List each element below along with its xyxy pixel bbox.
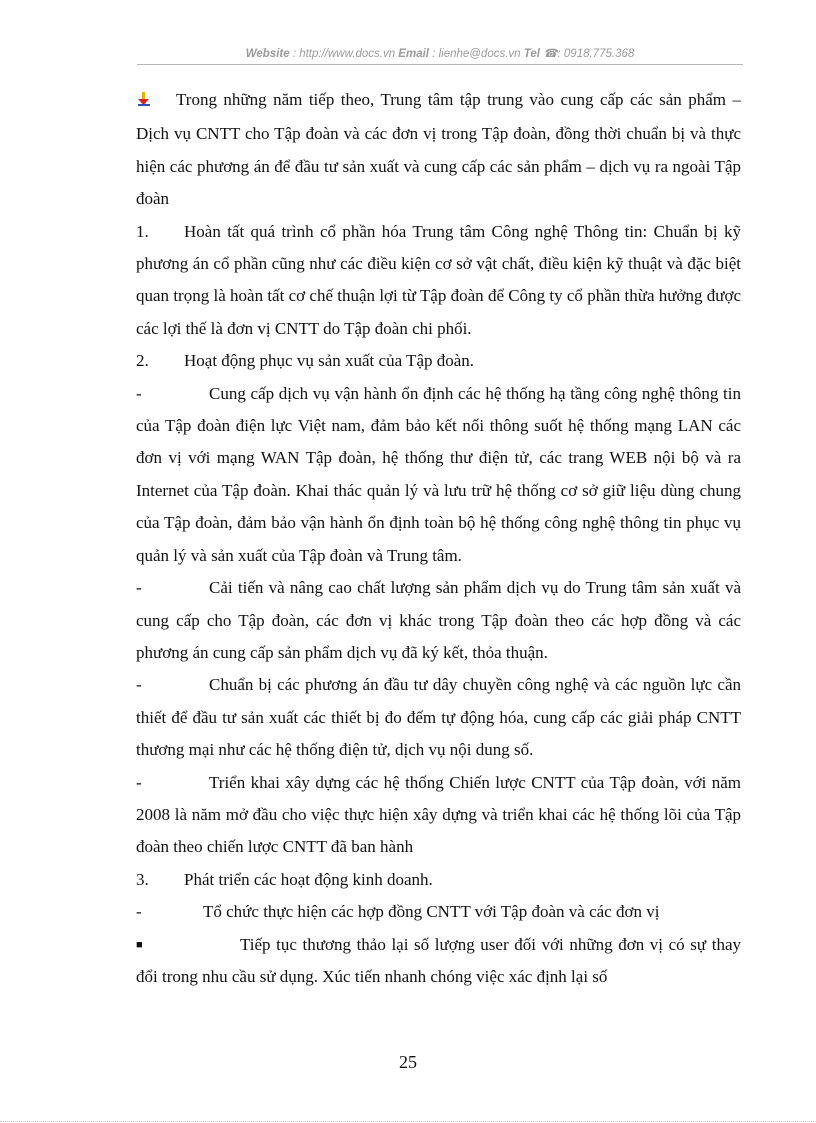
email-value: lienhe@docs.vn	[438, 48, 521, 60]
intro-paragraph: Trong những năm tiếp theo, Trung tâm tập trung vào cung cấp các sản phẩm – Dịch vụ CNTT cho Tập đoàn và các đơn vị trong Tập đoàn, đồng thời chuẩn bị và thực hiện các phương án để đầu tư sản xuất và cung cấp các sản phẩm – dịch vụ ra ngoài Tập đoàn	[136, 84, 741, 216]
phone-icon: ☎	[543, 48, 558, 60]
square-bullet-icon: ■	[136, 938, 143, 951]
dash-item-4: - Triển khai xây dựng các hệ thống Chiến lược CNTT của Tập đoàn, với năm 2008 là năm mở đầu cho việc thực hiện xây dựng và triển khai các hệ thống lõi của Tập đoàn theo chiến lược CNTT đã ban hành	[136, 772, 741, 857]
header-divider	[137, 64, 743, 65]
page-header: Website : http://www.docs.vn Email : lienhe@docs.vn Tel ☎: 0918.775.368	[245, 48, 635, 60]
page-number: 25	[399, 1052, 417, 1072]
dash-item-3: - Chuẩn bị các phương án đầu tư dây chuyền công nghệ và các nguồn lực cần thiết để đầu tư sản xuất các thiết bị đo đếm tự động hóa, cung cấp các giải pháp CNTT thương mại như các hệ thống điện tử, dịch vụ nội dung số.	[136, 675, 741, 760]
page-bottom-border	[0, 1121, 816, 1122]
email-label: Email	[398, 48, 429, 60]
dash-item-5: - Tổ chức thực hiện các hợp đồng CNTT với Tập đoàn và các đơn vị	[136, 902, 660, 922]
tel-value: 0918.775.368	[563, 48, 635, 60]
list-item-1: 1. Hoàn tất quá trình cổ phần hóa Trung tâm Công nghệ Thông tin: Chuẩn bị kỹ phương án cổ phần cũng như các điều kiện cơ sở vật chất, điều kiện kỹ thuật và đặc biệt quan trọng là hoàn tất cơ chế thuận lợi từ Tập đoàn để Công ty cổ phần thừa hưởng được các lợi thế là đơn vị CNTT do Tập đoàn chi phối.	[136, 221, 741, 338]
document-body	[136, 84, 741, 993]
list-item-2: 2. Hoạt động phục vụ sản xuất của Tập đoàn.	[136, 351, 475, 371]
square-item-1: ■ Tiếp tục thương thảo lại số lượng user đối với những đơn vị có sự thay đổi trong nhu cầu sử dụng. Xúc tiến nhanh chóng việc xác định lại số	[136, 929, 741, 994]
dash-item-1: - Cung cấp dịch vụ vận hành ổn định các hệ thống hạ tầng công nghệ thông tin của Tập đoàn điện lực Việt nam, đảm bảo kết nối thông suốt hệ thống mạng LAN các đơn vị với mạng WAN Tập đoàn, hệ thống thư điện tử, các trang WEB nội bộ và ra Internet của Tập đoàn. Khai thác quản lý và lưu trữ hệ thống cơ sở giữ liệu dùng chung của Tập đoàn, đảm bảo vận hành ổn định toàn bộ hệ thống công nghệ thông tin phục vụ quản lý và sản xuất của Tập đoàn và Trung tâm.	[136, 383, 741, 565]
list-item-3: 3. Phát triển các hoạt động kinh doanh.	[136, 869, 433, 889]
dash-item-2: - Cải tiến và nâng cao chất lượng sản phẩm dịch vụ do Trung tâm sản xuất và cung cấp cho Tập đoàn, các đơn vị khác trong Tập đoàn theo các hợp đồng và các phương án cung cấp sản phẩm dịch vụ đã ký kết, thỏa thuận.	[136, 578, 741, 662]
arrow-bullet-icon	[136, 86, 176, 118]
tel-label: Tel	[523, 48, 540, 60]
website-value: http://www.docs.vn	[299, 48, 396, 60]
website-label: Website	[245, 48, 290, 60]
